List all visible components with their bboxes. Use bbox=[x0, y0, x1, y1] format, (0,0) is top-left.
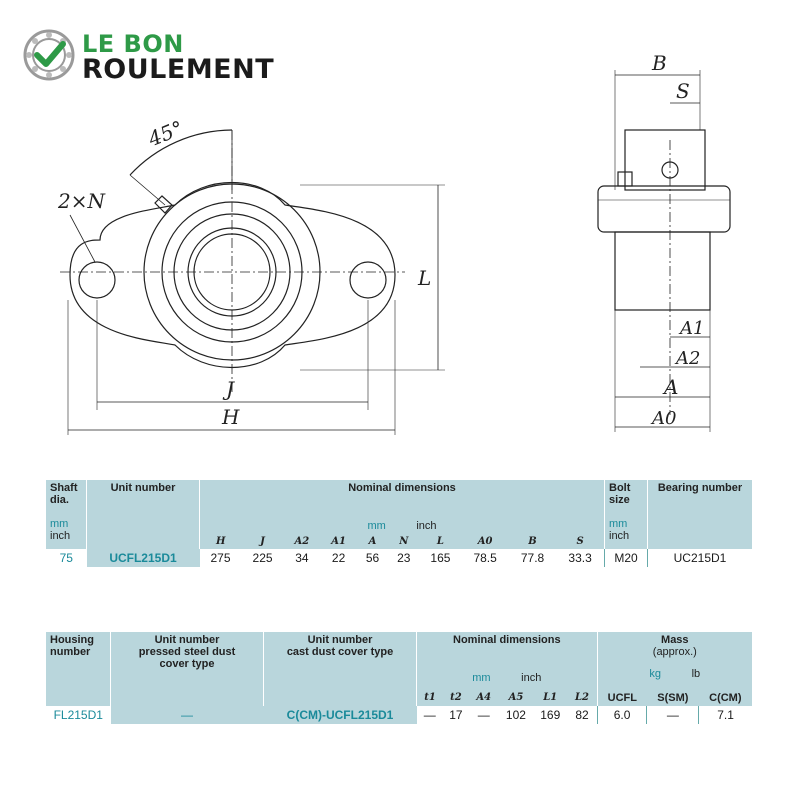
col-cast-line2: cast dust cover type bbox=[286, 646, 394, 658]
dim-L-label: L bbox=[418, 266, 432, 290]
nominal-unit-inch: inch bbox=[416, 520, 437, 532]
col-cast-line1: Unit number bbox=[307, 634, 373, 646]
shaft-unit-mm: mm bbox=[50, 518, 69, 530]
col-H: H bbox=[200, 534, 242, 549]
cell-A5: 102 bbox=[505, 708, 526, 722]
dim-A2-label: A2 bbox=[676, 348, 701, 369]
cell-S: 33.3 bbox=[568, 551, 592, 565]
logo-text-line1: LE BON bbox=[82, 30, 184, 58]
angle-label: 45° bbox=[144, 115, 187, 152]
col-A5: A5 bbox=[499, 690, 533, 706]
col-unit-number: Unit number bbox=[87, 480, 200, 549]
shaft-unit-inch: inch bbox=[50, 530, 71, 542]
col-pressed-line3: cover type bbox=[159, 658, 215, 670]
cell-mass-ssm: — bbox=[647, 706, 699, 724]
col-bolt-size: Bolt size bbox=[609, 482, 631, 506]
col-t2: t2 bbox=[443, 690, 469, 706]
cell-A2: 34 bbox=[295, 551, 309, 565]
cell-B: 77.8 bbox=[520, 551, 545, 565]
col-A1: A1 bbox=[320, 534, 357, 549]
col-shaft-dia: Shaft dia. bbox=[50, 482, 78, 506]
cell-mass-ucfl: 6.0 bbox=[597, 706, 647, 724]
logo-text-line2: ROULEMENT bbox=[82, 54, 275, 85]
housing-spec-table bbox=[46, 632, 752, 724]
col-L1: L1 bbox=[533, 690, 567, 706]
col-t1: t1 bbox=[417, 690, 443, 706]
cell-A1: 22 bbox=[331, 551, 346, 565]
dim-B-label: B bbox=[652, 51, 667, 75]
col-nominal-dimensions: Nominal dimensions bbox=[348, 482, 456, 494]
cell-J: 225 bbox=[252, 551, 273, 565]
table-row bbox=[46, 549, 752, 567]
col-housing-number: Housing number bbox=[46, 632, 111, 706]
col-A4: A4 bbox=[469, 690, 499, 706]
cell-t2: 17 bbox=[449, 708, 463, 722]
table-row bbox=[46, 706, 752, 724]
cell-housing: FL215D1 bbox=[53, 708, 103, 722]
bolt-unit-inch: inch bbox=[609, 530, 630, 542]
col-A2: A2 bbox=[284, 534, 321, 549]
cell-A0: 78.5 bbox=[473, 551, 497, 565]
col-N: N bbox=[388, 534, 419, 549]
cell-A: 56 bbox=[365, 551, 380, 565]
col-pressed-line1: Unit number bbox=[154, 634, 220, 646]
cell-H: 275 bbox=[210, 551, 231, 565]
mass-unit-kg: kg bbox=[649, 668, 662, 680]
cell-L: 165 bbox=[430, 551, 451, 565]
dim-J-label: J bbox=[226, 377, 235, 401]
bolt-unit-mm: mm bbox=[609, 518, 628, 530]
col-A0: A0 bbox=[461, 534, 508, 549]
col-L: L bbox=[419, 534, 461, 549]
col-mass: Mass bbox=[661, 634, 689, 646]
mass-unit-lb: lb bbox=[691, 668, 701, 680]
col-B: B bbox=[509, 534, 556, 549]
cell-t1: — bbox=[423, 708, 436, 722]
col-L2: L2 bbox=[567, 690, 597, 706]
dim-H-label: H bbox=[222, 405, 240, 429]
dim-A1-label: A1 bbox=[680, 318, 705, 339]
col-J: J bbox=[242, 534, 284, 549]
cell-cast: C(CM)-UCFL215D1 bbox=[264, 706, 417, 724]
cell-A4: — bbox=[477, 708, 490, 722]
dim-A-label: A bbox=[664, 375, 679, 399]
cell-bolt: M20 bbox=[605, 549, 648, 567]
cell-mass-ccm: 7.1 bbox=[699, 706, 752, 724]
col-S: S bbox=[556, 534, 604, 549]
col-mass-ssm: S(SM) bbox=[647, 690, 699, 706]
col-bearing-number: Bearing number bbox=[648, 480, 753, 549]
col-mass-approx: (approx.) bbox=[652, 646, 697, 658]
col-mass-ucfl: UCFL bbox=[597, 690, 647, 706]
dim-A0-label: A0 bbox=[652, 408, 677, 429]
nominal2-unit-mm: mm bbox=[472, 672, 491, 684]
cell-L2: 82 bbox=[575, 708, 589, 722]
cell-bearing: UC215D1 bbox=[648, 549, 753, 567]
dim-S-label: S bbox=[676, 79, 690, 103]
col-nominal-dimensions-2: Nominal dimensions bbox=[453, 634, 561, 646]
col-A: A bbox=[357, 534, 388, 549]
col-pressed-line2: pressed steel dust bbox=[138, 646, 236, 658]
unit-spec-table bbox=[46, 480, 752, 567]
nominal-unit-mm: mm bbox=[367, 520, 386, 532]
holes-label: 2×N bbox=[58, 189, 105, 213]
nominal2-unit-inch: inch bbox=[521, 672, 542, 684]
cell-pressed: — bbox=[111, 706, 264, 724]
cell-N: 23 bbox=[397, 551, 411, 565]
cell-shaft: 75 bbox=[59, 551, 73, 565]
col-mass-ccm: C(CM) bbox=[699, 690, 752, 706]
cell-unit-number: UCFL215D1 bbox=[87, 549, 200, 567]
cell-L1: 169 bbox=[540, 708, 561, 722]
